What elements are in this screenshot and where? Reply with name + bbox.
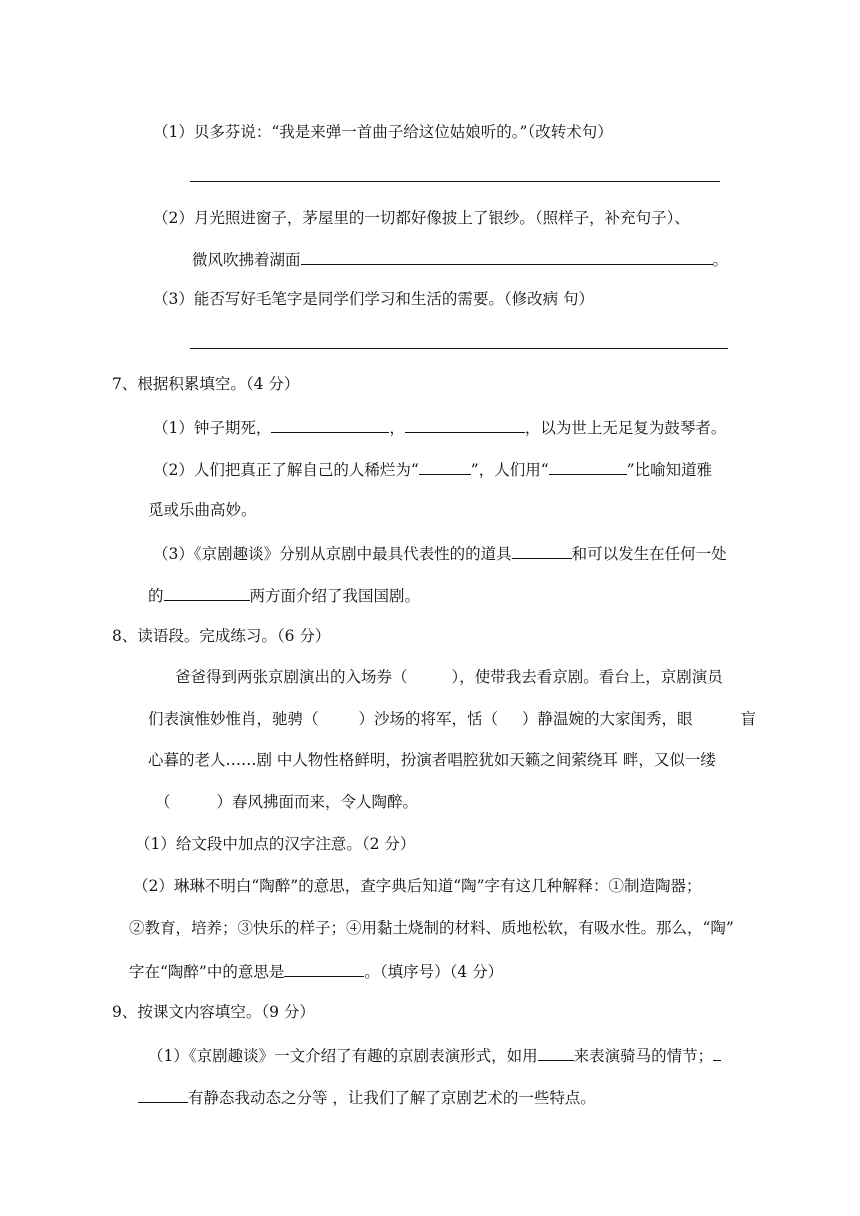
- q8-passage-line-1: 爸爸得到两张京剧演出的入场券（ ），使带我去看京剧。看台上，京剧演员: [175, 668, 723, 686]
- q7-item-2: （2）人们把真正了解自己的人稀烂为“ ”，人们用“ ”比喻知道雅: [153, 458, 712, 480]
- q8-item-2: （2）琳琳不明白“陶醉”的意思，查字典后知道“陶”字有这几种解释：①制造陶器；: [133, 877, 702, 895]
- q7-title: 7、根据积累填空。（4 分）: [112, 375, 300, 393]
- q7-blank-2[interactable]: [405, 416, 525, 433]
- q6-answer-line-3[interactable]: [190, 348, 728, 349]
- q8-item-1: （1）给文段中加点的汉字注意。（2 分）: [135, 835, 416, 853]
- q7-blank-3[interactable]: [419, 458, 471, 475]
- q7-item-2-continuation: 觅或乐曲高妙。: [148, 501, 257, 519]
- q6-item-2-continuation: 微风吹拂着湖面 。: [192, 248, 728, 270]
- q8-passage-line-2: 们表演惟妙惟肖，驰骋（ ）沙场的将军，恬（ ）静温婉的大家闺秀，眼 盲: [148, 710, 757, 728]
- q7-item-3-continuation: 的 两方面介绍了我国国剧。: [148, 584, 420, 606]
- q6-item-3: （3）能否写好毛笔字是同学们学习和生活的需要。（修改病 句）: [153, 290, 595, 308]
- q9-item-1: （1）《京剧趣谈》一文介绍了有趣的京剧表演形式，如用 来表演骑马的情节；: [148, 1044, 721, 1066]
- q7-item-1: （1）钟子期死， ， ，以为世上无足复为鼓琴者。: [153, 416, 726, 438]
- q8-passage-line-4: （ ）春风拂面而来，令人陶醉。: [155, 793, 419, 811]
- q9-blank-2-start[interactable]: [713, 1044, 721, 1061]
- q6-answer-blank-2[interactable]: [301, 248, 713, 265]
- q9-title: 9、按课文内容填空。（9 分）: [112, 1003, 315, 1021]
- q7-blank-5[interactable]: [512, 542, 572, 559]
- q6-item-1: （1）贝多芬说：“我是来弹一首曲子给这位姑娘听的。”（改转术句）: [153, 123, 613, 141]
- q8-item-2-line-2: ②教育，培养；③快乐的样子；④用黏土烧制的材料、质地松软，有吸水性。那么，“陶”: [129, 919, 734, 937]
- q8-title: 8、读语段。完成练习。（6 分）: [112, 627, 331, 645]
- q8-passage-line-3: 心暮的老人……剧 中人物性格鲜明，扮演者唱腔犹如天籁之间萦绕耳 畔，又似一缕: [148, 751, 716, 769]
- q8-item-2-line-3: 字在“陶醉”中的意思是 。（填序号）（4 分）: [129, 960, 503, 982]
- q6-answer-line-1[interactable]: [190, 181, 720, 182]
- q7-blank-4[interactable]: [549, 458, 627, 475]
- q8-blank-meaning[interactable]: [284, 960, 364, 977]
- q7-blank-6[interactable]: [164, 584, 250, 601]
- q6-item-2: （2）月光照进窗子，茅屋里的一切都好像披上了银纱。（照样子，补充句子）、: [153, 209, 690, 227]
- q7-item-3: （3）《京剧趣谈》分别从京剧中最具代表性的的道具 和可以发生在任何一处: [153, 542, 727, 564]
- q9-blank-2-end[interactable]: [138, 1086, 188, 1103]
- q7-blank-1[interactable]: [271, 416, 389, 433]
- q9-blank-1[interactable]: [538, 1044, 574, 1061]
- q9-item-1-continuation: 有静态我动态之分等 ，让我们了解了京剧艺术的一些特点。: [138, 1086, 596, 1108]
